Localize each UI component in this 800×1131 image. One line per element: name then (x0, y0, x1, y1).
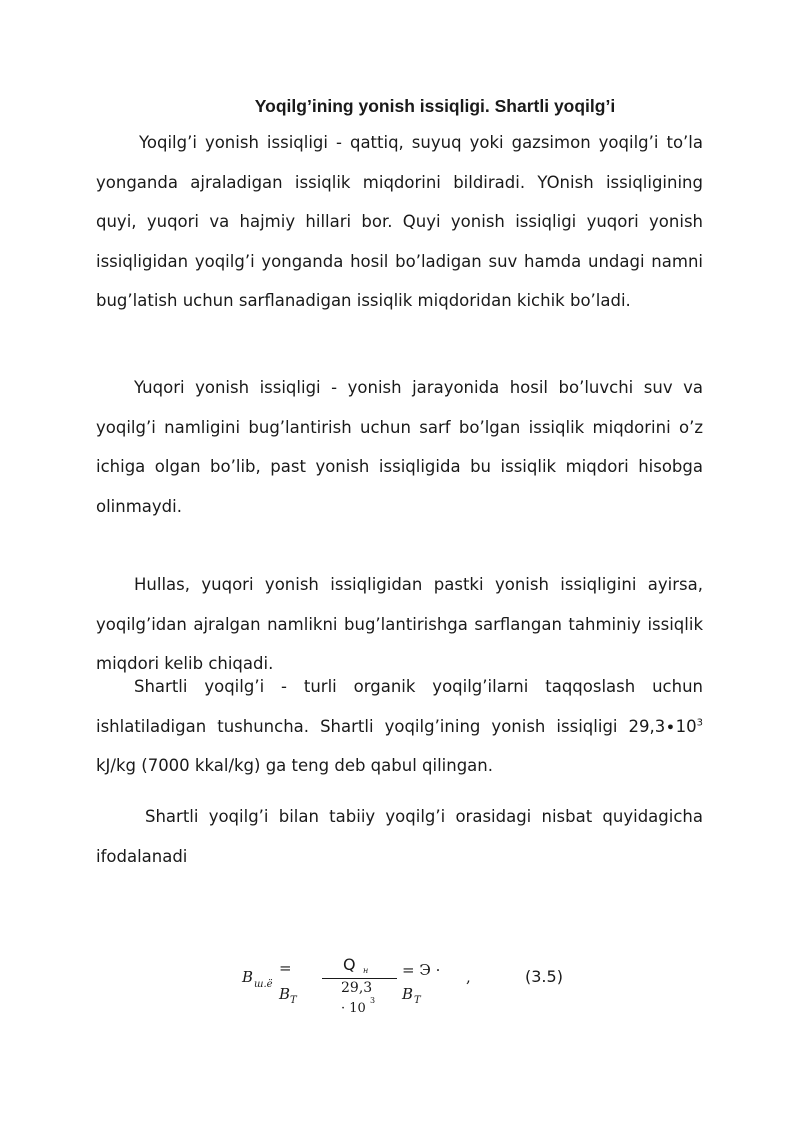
paragraph-ratio-intro: Shartli yoqilg’i bilan tabiiy yoqilg’i orasidagi nisbat quyidagicha ifodalanadi (96, 807, 703, 866)
formula-comma: , (466, 968, 471, 986)
paragraph-conventional-fuel (96, 667, 703, 786)
page-title: Yoqilg’ining yonish issiqligi. Shartli yoqilg’i (254, 96, 616, 116)
power-superscript: 3 (696, 717, 703, 728)
conventional-fuel-text-2: kJ/kg (7000 kkal/kg) ga teng deb qabul qilingan. (96, 756, 493, 775)
paragraph-heat-of-combustion: Yoqilg’i yonish issiqligi - qattiq, suyuq yoki gazsimon yoqilg’i to’la yonganda ajraladigan issiqlik miqdorini bildiradi. YOnish issiqligining quyi, yuqori va hajmiy hillari bor. Quyi yonish issiqligi yuqori yonish issiqligidan yoqilg’i yonganda hosil bo’ladigan suv hamda undagi namni bug’latish uchun sarflanadigan issiqlik miqdoridan kichik bo’ladi. (96, 133, 703, 310)
formula-b-variable: B (402, 985, 414, 1003)
formula-fraction2-den-superscript: 3 (370, 996, 376, 1005)
formula-lhs-variable: B (242, 968, 254, 986)
formula-lhs-subscript: ш.ё (254, 979, 273, 990)
formula-fraction2-denominator: 29,3 (341, 980, 373, 996)
paragraph-difference: Hullas, yuqori yonish issiqligidan pastki yonish issiqligini ayirsa, yoqilg’idan ajralgan namlikni bug’lantirishga sarflangan tahminiy issiqlik miqdori kelib chiqadi. (96, 575, 703, 673)
formula-fraction2-den-power: · 10 (341, 1001, 366, 1016)
formula-fraction2-numerator: Q (343, 955, 356, 974)
formula-fraction1-den-subscript: T (290, 995, 297, 1006)
formula-equals-2: = Э · (402, 961, 441, 979)
paragraph-higher-heating-value: Yuqori yonish issiqligi - yonish jarayonida hosil bo’luvchi suv va yoqilg’i namligini bug’lantirish uchun sarf bo’lgan issiqlik miqdorini o’z ichiga olgan bo’lib, past yonish issiqligida bu issiqlik miqdori hisobga olinmaydi. (96, 378, 703, 516)
equation-number: (3.5) (525, 967, 563, 986)
formula-equals-1: = (279, 959, 292, 977)
fraction-bar (322, 978, 397, 979)
formula-fraction2-num-subscript: н (363, 966, 369, 975)
conventional-fuel-text-1: Shartli yoqilg’i - turli organik yoqilg’ilarni taqqoslash uchun ishlatiladigan tushuncha. Shartli yoqilg’ining yonish issiqligi 29,3∙10 (96, 677, 703, 736)
formula-b-subscript: T (414, 995, 421, 1006)
formula-fraction1-denominator: B (279, 985, 291, 1003)
